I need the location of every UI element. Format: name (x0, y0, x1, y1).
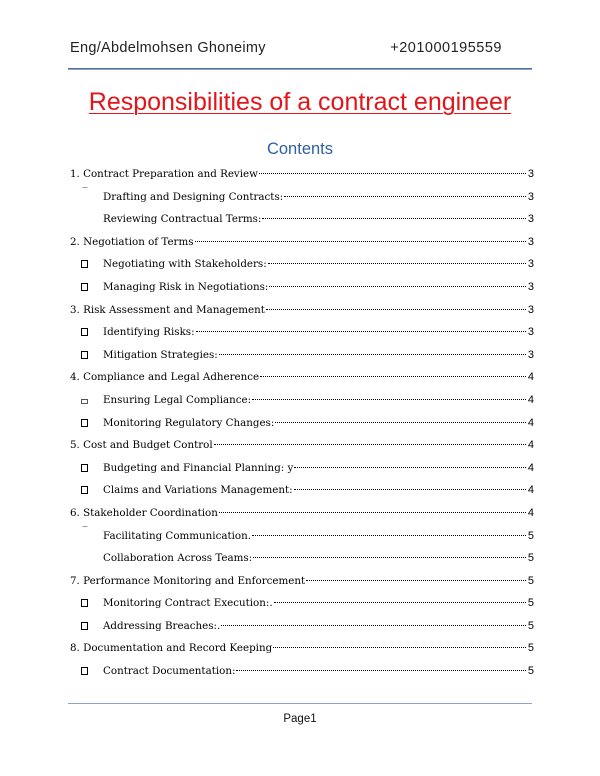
toc-page-number: 4 (527, 416, 534, 429)
toc-page-number: 3 (527, 190, 534, 203)
page-number: Page1 (283, 713, 317, 725)
dot-leader (275, 422, 526, 423)
toc-subsection-link[interactable] (70, 208, 534, 231)
toc-entry-label: Collaboration Across Teams: (103, 552, 253, 565)
box-bullet-icon (81, 399, 88, 404)
toc-entry-label: 1. Contract Preparation and Review (70, 168, 258, 180)
toc-entry-label: 5. Cost and Budget Control (70, 439, 213, 452)
toc-subsection-link[interactable] (70, 186, 534, 209)
box-bullet-icon (81, 464, 88, 472)
dot-leader (274, 602, 526, 603)
toc-subsection-link[interactable] (70, 253, 534, 276)
toc-entry-label: Drafting and Designing Contracts: (103, 190, 284, 203)
box-bullet-icon (81, 328, 88, 336)
dot-leader (259, 173, 526, 174)
toc-page-number: 5 (527, 642, 534, 655)
toc-entry-label: Addressing Breaches:. (103, 619, 221, 632)
toc-entry-label: Ensuring Legal Compliance: (103, 393, 252, 406)
dot-leader (214, 444, 526, 445)
toc-entry-label: 8. Documentation and Record Keeping (70, 642, 273, 655)
footer-divider (68, 703, 532, 704)
phone-number: +201000195559 (390, 40, 502, 56)
toc-subsection-link[interactable] (70, 389, 534, 412)
toc-page-number: 5 (527, 574, 534, 587)
toc-page-number: 3 (527, 258, 534, 271)
table-of-contents (70, 163, 534, 683)
dot-leader (294, 489, 526, 490)
toc-entry-label: Negotiating with Stakeholders: (103, 258, 267, 271)
dot-leader (253, 557, 526, 558)
toc-section-link[interactable] (70, 570, 534, 593)
toc-section-link[interactable] (70, 434, 534, 457)
toc-page-number: 5 (527, 619, 534, 632)
toc-subsection-link[interactable] (70, 457, 534, 480)
toc-page-number: 3 (527, 303, 534, 316)
toc-page-number: 3 (527, 280, 534, 293)
toc-subsection-link[interactable] (70, 592, 534, 615)
dot-leader (260, 376, 526, 377)
dot-leader (195, 241, 526, 242)
toc-entry-label: 4. Compliance and Legal Adherence (70, 371, 260, 384)
toc-page-number: 4 (527, 484, 534, 497)
toc-page-number: 3 (527, 326, 534, 339)
dot-leader (306, 580, 526, 581)
toc-entry-label: Reviewing Contractual Terms: (103, 213, 262, 226)
box-bullet-icon (81, 419, 88, 427)
dash-bullet-icon: ‾ (82, 186, 88, 198)
box-bullet-icon (81, 622, 88, 630)
toc-page-number: 4 (527, 506, 534, 519)
toc-page-number: 3 (527, 213, 534, 226)
toc-section-link[interactable] (70, 163, 534, 186)
dot-leader (268, 263, 526, 264)
toc-subsection-link[interactable] (70, 344, 534, 367)
toc-page-number: 4 (527, 461, 534, 474)
dot-leader (284, 196, 526, 197)
toc-entry-label: Managing Risk in Negotiations: (103, 280, 269, 293)
dot-leader (269, 286, 526, 287)
toc-page-number: 4 (527, 371, 534, 384)
toc-section-link[interactable] (70, 502, 534, 525)
dot-leader (262, 218, 525, 219)
dot-leader (219, 512, 526, 513)
toc-page-number: 3 (527, 348, 534, 361)
toc-subsection-link[interactable] (70, 412, 534, 435)
box-bullet-icon (81, 351, 88, 359)
toc-section-link[interactable] (70, 366, 534, 389)
toc-subsection-link[interactable] (70, 615, 534, 638)
dot-leader (252, 535, 526, 536)
toc-subsection-link[interactable] (70, 321, 534, 344)
toc-entry-label: Mitigation Strategies: (103, 348, 218, 361)
dot-leader (221, 625, 526, 626)
dot-leader (294, 467, 526, 468)
dot-leader (273, 647, 526, 648)
toc-entry-label: 7. Performance Monitoring and Enforcement (70, 574, 306, 587)
box-bullet-icon (81, 486, 88, 494)
toc-section-link[interactable] (70, 299, 534, 322)
toc-entry-label: 2. Negotiation of Terms (70, 235, 194, 248)
toc-page-number: 5 (527, 552, 534, 565)
toc-page-number: 4 (527, 439, 534, 452)
box-bullet-icon (81, 283, 88, 291)
dot-leader (219, 354, 526, 355)
toc-entry-label: Monitoring Contract Execution:. (103, 597, 273, 610)
dash-bullet-icon: ‾ (82, 525, 88, 537)
box-bullet-icon (81, 260, 88, 268)
toc-subsection-link[interactable] (70, 479, 534, 502)
toc-entry-label: Identifying Risks: (103, 326, 195, 339)
toc-section-link[interactable] (70, 231, 534, 254)
dot-leader (252, 399, 526, 400)
toc-entry-label: 3. Risk Assessment and Management (70, 303, 265, 316)
toc-section-link[interactable] (70, 637, 534, 660)
header-divider (68, 68, 532, 69)
box-bullet-icon (81, 667, 88, 675)
author-name: Eng/Abdelmohsen Ghoneimy (70, 40, 266, 56)
toc-entry-label: Contract Documentation: (103, 665, 236, 678)
toc-page-number: 5 (527, 597, 534, 610)
toc-entry-label: Facilitating Communication. (103, 529, 252, 542)
toc-page-number: 4 (527, 393, 534, 406)
toc-page-number: 3 (527, 168, 534, 180)
dot-leader (196, 331, 526, 332)
toc-entry-label: 6. Stakeholder Coordination (70, 506, 218, 519)
toc-page-number: 5 (527, 665, 534, 678)
toc-page-number: 3 (527, 235, 534, 248)
toc-page-number: 5 (527, 529, 534, 542)
toc-subsection-link[interactable] (70, 276, 534, 299)
toc-entry-label: Claims and Variations Management: (103, 484, 293, 497)
dot-leader (266, 309, 526, 310)
page-header (68, 30, 532, 66)
toc-subsection-link[interactable] (70, 547, 534, 570)
box-bullet-icon (81, 599, 88, 607)
document-title: Responsibilities of a contract engineer (88, 88, 512, 116)
dot-leader (236, 670, 525, 671)
toc-entry-label: Budgeting and Financial Planning: y (103, 461, 294, 474)
toc-subsection-link[interactable] (70, 660, 534, 683)
toc-heading: Contents (266, 140, 334, 158)
toc-entry-label: Monitoring Regulatory Changes: (103, 416, 275, 429)
toc-subsection-link[interactable] (70, 525, 534, 548)
